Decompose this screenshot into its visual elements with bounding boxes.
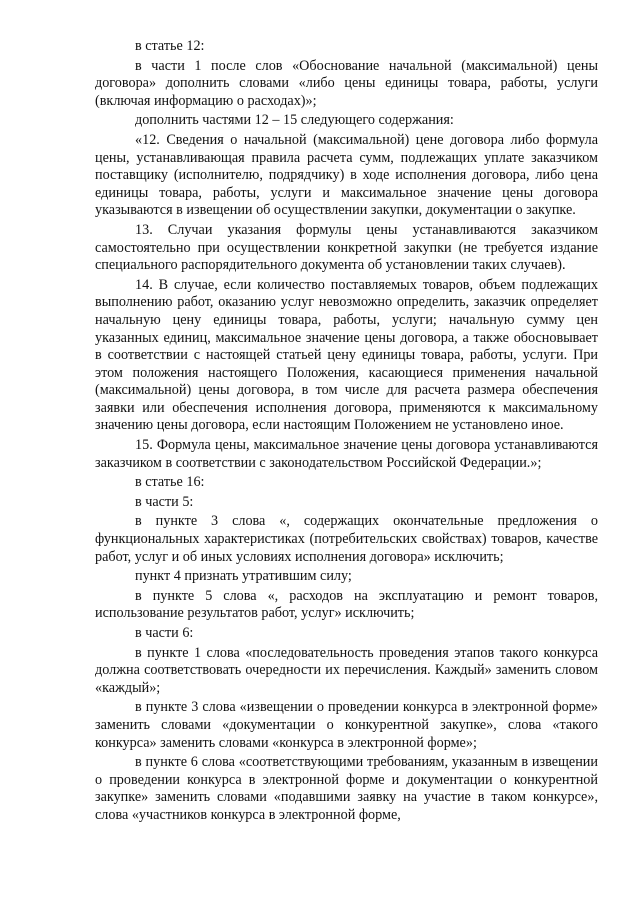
document-body — [95, 38, 598, 827]
paragraph: в статье 16: — [135, 474, 205, 491]
paragraph: 15. Формула цены, максимальное значение цены договора устанавливаются заказчиком в соответствии с законодательством Российской Федерации.»; — [95, 437, 598, 471]
paragraph: в части 5: — [135, 493, 194, 510]
paragraph: в части 1 после слов «Обоснование начальной (максимальной) цены договора» дополнить словами «либо цены единицы товара, работы, услуги (включая информацию о расходах)»; — [95, 57, 598, 109]
paragraph: 14. В случае, если количество поставляемых товаров, объем подлежащих выполнению работ, оказанию услуг невозможно определить, заказчик определяет начальную цену единицы товара, работы, услуги; начальную сумму цен указанных единиц, максимальное значение цены договора, а также обосновывает в соответствии с настоящей статьей цену единицы товара, работы, услуги. При этом положения настоящего Положения, касающиеся применения начальной (максимальной) цены договора, в том числе для расчета размера обеспечения заявки или обеспечения исполнения договора, применяются к максимальному значению цены договора, если настоящим Положением не установлено иное. — [95, 276, 598, 434]
paragraph: в пункте 1 слова «последовательность проведения этапов такого конкурса должна соответствовать очередности их перечисления. Каждый» заменить словом «каждый»; — [95, 644, 598, 696]
paragraph: в статье 12: — [135, 38, 205, 54]
paragraph: 13. Случаи указания формулы цены устанавливаются заказчиком самостоятельно при осуществлении конкретной закупки (не требуется издание специального распорядительного документа об установлении таких случаев). — [95, 221, 598, 274]
paragraph: пункт 4 признать утратившим силу; — [135, 568, 352, 585]
paragraph: в пункте 6 слова «соответствующими требованиям, указанным в извещении о проведении конкурса в электронной форме и документации о конкурентной закупке» заменить словами «подавшими заявку на участие в таком конкурсе», слова «участников конкурса в электронной форме, — [95, 754, 598, 823]
paragraph: «12. Сведения о начальной (максимальной) цене договора либо формула цены, устанавливающая правила расчета сумм, подлежащих уплате заказчиком поставщику (исполнителю, подрядчику) в ходе исполнения договора, либо цена единицы товара, работы, услуги и максимальное значение цены договора указываются в извещении об осуществлении закупки, документации о закупке. — [95, 131, 598, 219]
paragraph: дополнить частями 12 – 15 следующего содержания: — [135, 112, 454, 129]
paragraph: в пункте 3 слова «, содержащих окончательные предложения о функциональных характеристиках (потребительских свойствах) товаров, качестве работ, услуг и об иных условиях исполнения договора» исключить; — [95, 513, 598, 565]
paragraph: в части 6: — [135, 625, 194, 641]
paragraph: в пункте 3 слова «извещении о проведении конкурса в электронной форме» заменить словами «документации о конкурентной закупке», слова «такого конкурса» заменить словами «конкурса в электронной форме»; — [95, 699, 598, 751]
paragraph: в пункте 5 слова «, расходов на эксплуатацию и ремонт товаров, использование результатов работ, услуг» исключить; — [95, 587, 598, 622]
